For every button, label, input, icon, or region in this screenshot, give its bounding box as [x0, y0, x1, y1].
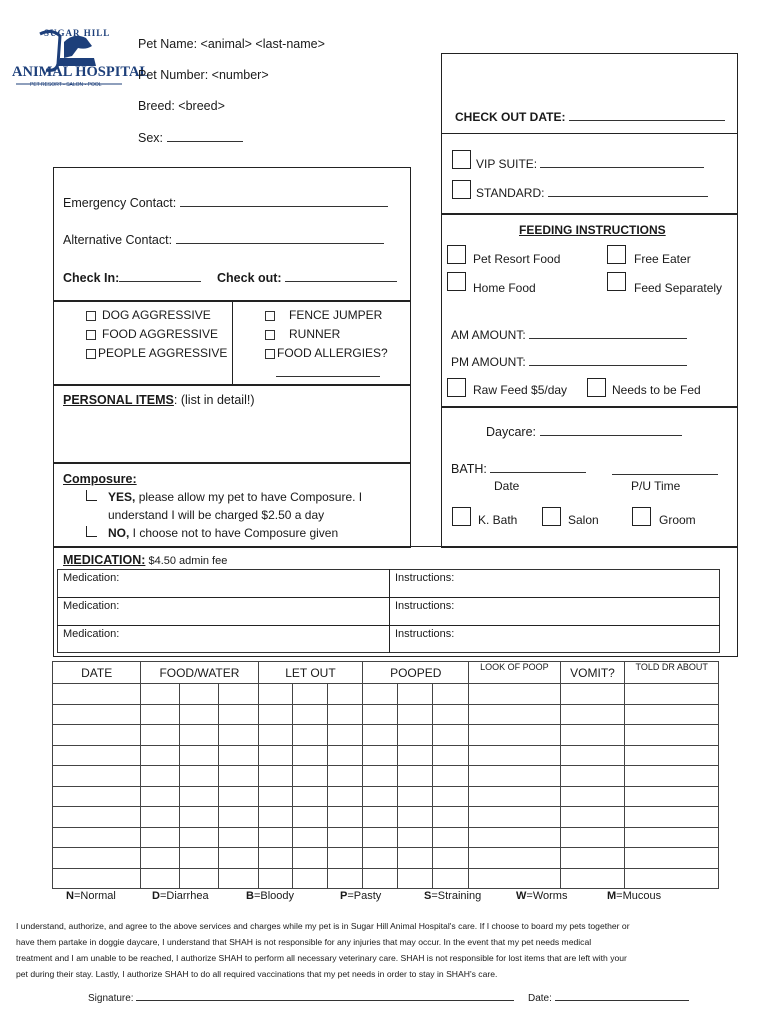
care-log-cell[interactable]	[398, 807, 433, 828]
care-log-cell[interactable]	[293, 786, 328, 807]
composure-yes-text2: understand I will be charged $2.50 a day	[108, 508, 325, 522]
legend-text: =Bloody	[253, 890, 295, 902]
care-log-cell[interactable]	[141, 868, 180, 889]
care-log-cell[interactable]	[258, 684, 293, 705]
care-log-cell[interactable]	[53, 684, 141, 705]
care-log-cell[interactable]	[625, 807, 719, 828]
care-log-cell[interactable]	[363, 827, 398, 848]
care-log-cell[interactable]	[53, 848, 141, 869]
care-log-cell[interactable]	[625, 786, 719, 807]
care-log-cell[interactable]	[219, 684, 258, 705]
logo-tagline: PET RESORT • SALON • POOL	[30, 82, 102, 88]
feed-separately-label: Feed Separately	[634, 281, 723, 295]
care-log-cell[interactable]	[328, 725, 363, 746]
personal-items-hint: : (list in detail!)	[173, 393, 255, 407]
care-log-cell[interactable]	[560, 827, 625, 848]
header-let-out: LET OUT	[258, 662, 363, 684]
care-log-cell[interactable]	[560, 725, 625, 746]
care-log-cell[interactable]	[293, 704, 328, 725]
signature-date-input[interactable]	[555, 991, 689, 1001]
care-log-cell[interactable]	[469, 827, 560, 848]
signature-label	[88, 991, 514, 1004]
behavior-checkbox[interactable]	[86, 330, 96, 340]
care-log-cell[interactable]	[141, 827, 180, 848]
care-log-cell[interactable]	[433, 868, 469, 889]
legend-key: N	[66, 890, 74, 902]
care-log-cell[interactable]	[363, 745, 398, 766]
care-log-cell[interactable]	[625, 827, 719, 848]
behavior-runner[interactable]	[265, 327, 340, 341]
care-log-cell[interactable]	[293, 827, 328, 848]
daycare-text: Daycare:	[486, 425, 537, 439]
vip-suite-input[interactable]	[540, 156, 704, 168]
logo-brand-main: ANIMAL HOSPITAL	[12, 64, 150, 80]
care-log-cell[interactable]	[363, 725, 398, 746]
care-log-cell[interactable]	[53, 807, 141, 828]
composure-yes-checkbox[interactable]	[86, 490, 97, 501]
care-log-cell[interactable]	[180, 807, 219, 828]
legend-key: B	[246, 890, 254, 902]
emergency-contact-text: Emergency Contact:	[63, 196, 177, 210]
care-log-cell[interactable]	[293, 684, 328, 705]
composure-yes	[108, 490, 362, 504]
pet-number-field: Pet Number: <number>	[138, 68, 269, 82]
sex-input-line[interactable]	[167, 130, 243, 142]
care-log-cell[interactable]	[219, 766, 258, 787]
medication-title: MEDICATION:	[63, 553, 146, 567]
care-log-cell[interactable]	[219, 745, 258, 766]
standard-checkbox[interactable]	[452, 180, 471, 199]
checkout-label-text: CHECK OUT DATE:	[455, 110, 566, 124]
behavior-text: FOOD ALLERGIES?	[277, 346, 388, 360]
care-log-cell[interactable]	[53, 827, 141, 848]
care-log-cell[interactable]	[328, 745, 363, 766]
care-log-cell[interactable]	[560, 848, 625, 869]
care-log-cell[interactable]	[219, 704, 258, 725]
checkout-date-input[interactable]	[569, 109, 725, 121]
care-log-row	[53, 725, 719, 746]
behavior-checkbox[interactable]	[265, 311, 275, 321]
care-log-row	[53, 848, 719, 869]
bath-pu-time-caption: P/U Time	[631, 479, 681, 493]
care-log-cell[interactable]	[469, 704, 560, 725]
care-log-cell[interactable]	[328, 848, 363, 869]
care-log-cell[interactable]	[180, 848, 219, 869]
care-log-cell[interactable]	[328, 684, 363, 705]
care-log-cell[interactable]	[53, 766, 141, 787]
care-log-cell[interactable]	[258, 725, 293, 746]
care-log-cell[interactable]	[363, 868, 398, 889]
pet-resort-food-label: Pet Resort Food	[473, 252, 561, 266]
care-log-cell[interactable]	[433, 745, 469, 766]
medication-fee: $4.50 admin fee	[145, 555, 228, 567]
composure-no	[108, 526, 338, 540]
care-log-cell[interactable]	[625, 766, 719, 787]
care-log-cell[interactable]	[141, 786, 180, 807]
legend-text: =Normal	[73, 890, 116, 902]
care-log-cell[interactable]	[560, 704, 625, 725]
care-log-cell[interactable]	[363, 807, 398, 828]
care-log-cell[interactable]	[433, 684, 469, 705]
bath-date-caption: Date	[494, 479, 520, 493]
care-log-cell[interactable]	[398, 868, 433, 889]
instructions-label: Instructions:	[395, 628, 455, 640]
care-log-cell[interactable]	[180, 786, 219, 807]
daycare-label	[486, 424, 682, 439]
care-log-cell[interactable]	[53, 745, 141, 766]
care-log-cell[interactable]	[258, 807, 293, 828]
care-log-table	[52, 661, 719, 889]
feed-separately-checkbox[interactable]	[607, 272, 626, 291]
care-log-cell[interactable]	[141, 807, 180, 828]
care-log-cell[interactable]	[363, 786, 398, 807]
breed-field: Breed: <breed>	[138, 99, 225, 113]
care-log-cell[interactable]	[53, 868, 141, 889]
care-log-cell[interactable]	[560, 766, 625, 787]
free-eater-checkbox[interactable]	[607, 245, 626, 264]
care-log-cell[interactable]	[625, 725, 719, 746]
check-out-input[interactable]	[285, 270, 397, 282]
home-food-label: Home Food	[473, 281, 536, 295]
checkout-label	[455, 109, 725, 124]
care-log-cell[interactable]	[398, 745, 433, 766]
care-log-row	[53, 745, 719, 766]
care-log-cell[interactable]	[469, 807, 560, 828]
medication-label: Medication:	[63, 600, 120, 612]
suite-box	[441, 133, 738, 215]
care-log-body	[53, 684, 719, 889]
sex-label	[138, 130, 243, 145]
legend-text: =Worms	[526, 890, 568, 902]
care-log-cell[interactable]	[141, 766, 180, 787]
care-log-row	[53, 786, 719, 807]
care-log-cell[interactable]	[53, 704, 141, 725]
behaviors-divider	[232, 300, 233, 386]
logo-brand-top: SUGAR HILL	[44, 28, 111, 38]
sex-label-text: Sex:	[138, 131, 164, 145]
care-log-cell[interactable]	[469, 745, 560, 766]
emergency-contact-input[interactable]	[180, 195, 388, 207]
check-in-input[interactable]	[119, 270, 201, 282]
care-log-cell[interactable]	[328, 868, 363, 889]
care-log-cell[interactable]	[141, 745, 180, 766]
logo	[12, 28, 150, 90]
care-log-cell[interactable]	[398, 786, 433, 807]
care-log-cell[interactable]	[328, 807, 363, 828]
behavior-checkbox[interactable]	[86, 349, 96, 359]
care-log-cell[interactable]	[625, 704, 719, 725]
vip-suite-label	[476, 156, 704, 171]
disclaimer-line: I understand, authorize, and agree to the above services and charges while my pet is in Sugar Hill Animal Hospital's care. If I choose to board my pets together or	[16, 921, 630, 931]
feeding-title: FEEDING INSTRUCTIONS	[519, 223, 666, 237]
care-log-cell[interactable]	[219, 786, 258, 807]
composure-no-checkbox[interactable]	[86, 526, 97, 537]
instructions-label: Instructions:	[395, 572, 455, 584]
care-log-cell[interactable]	[293, 725, 328, 746]
care-log-cell[interactable]	[180, 766, 219, 787]
care-log-cell[interactable]	[560, 868, 625, 889]
care-log-cell[interactable]	[141, 704, 180, 725]
bath-date-input[interactable]	[490, 461, 586, 473]
care-log-cell[interactable]	[53, 725, 141, 746]
bath-label	[451, 461, 586, 476]
legend-diarrhea	[152, 890, 209, 902]
composure-no-bold: NO,	[108, 526, 130, 540]
signature-input[interactable]	[136, 991, 514, 1001]
raw-feed-label: Raw Feed $5/day	[473, 383, 568, 397]
signature-date-text: Date:	[528, 993, 552, 1004]
care-log-cell[interactable]	[141, 684, 180, 705]
care-log-cell[interactable]	[433, 807, 469, 828]
care-log-cell[interactable]	[433, 848, 469, 869]
standard-input[interactable]	[548, 185, 708, 197]
care-log-cell[interactable]	[258, 745, 293, 766]
pm-amount-text: PM AMOUNT:	[451, 355, 526, 369]
personal-items-title: PERSONAL ITEMS	[63, 393, 174, 407]
care-log-row	[53, 704, 719, 725]
signature-date-label	[528, 991, 689, 1004]
pm-amount-input[interactable]	[529, 354, 687, 366]
behavior-people-aggressive[interactable]	[86, 346, 227, 360]
behavior-dog-aggressive[interactable]	[86, 308, 211, 322]
behavior-checkbox[interactable]	[265, 349, 275, 359]
check-out-label	[217, 270, 397, 285]
care-log-cell[interactable]	[398, 827, 433, 848]
care-log-cell[interactable]	[180, 725, 219, 746]
legend-bloody	[246, 890, 294, 902]
standard-label	[476, 185, 708, 200]
care-log-cell[interactable]	[560, 786, 625, 807]
behavior-text: RUNNER	[289, 327, 341, 341]
care-log-header-row	[53, 662, 719, 684]
header-vomit: VOMIT?	[560, 662, 625, 684]
care-log-cell[interactable]	[398, 725, 433, 746]
behavior-text: FENCE JUMPER	[289, 308, 383, 322]
disclaimer	[16, 918, 764, 982]
header-told-dr: TOLD DR ABOUT	[625, 662, 719, 684]
legend-worms	[516, 890, 567, 902]
pet-name-field: Pet Name: <animal> <last-name>	[138, 37, 325, 51]
care-log-cell[interactable]	[363, 766, 398, 787]
care-log-cell[interactable]	[469, 684, 560, 705]
care-log-cell[interactable]	[433, 786, 469, 807]
care-log-cell[interactable]	[469, 848, 560, 869]
check-in-text: Check In:	[63, 271, 120, 285]
care-log-cell[interactable]	[433, 725, 469, 746]
pet-resort-food-checkbox[interactable]	[447, 245, 466, 264]
care-log-cell[interactable]	[258, 786, 293, 807]
composure-yes-text: please allow my pet to have Composure. I	[135, 490, 363, 504]
standard-text: STANDARD:	[476, 186, 545, 200]
k-bath-checkbox[interactable]	[452, 507, 471, 526]
behavior-text: FOOD AGGRESSIVE	[102, 327, 219, 341]
alternative-contact-label	[63, 232, 384, 247]
care-log-cell[interactable]	[141, 848, 180, 869]
behavior-checkbox[interactable]	[265, 330, 275, 340]
care-log-cell[interactable]	[363, 704, 398, 725]
legend-text: =Straining	[431, 890, 482, 902]
care-log-row	[53, 827, 719, 848]
header-pooped: POOPED	[363, 662, 469, 684]
legend-text: =Mucous	[616, 890, 662, 902]
vip-suite-checkbox[interactable]	[452, 150, 471, 169]
care-log-row	[53, 684, 719, 705]
behavior-checkbox[interactable]	[86, 311, 96, 321]
groom-label: Groom	[659, 513, 696, 527]
needs-fed-checkbox[interactable]	[587, 378, 606, 397]
care-log-cell[interactable]	[433, 766, 469, 787]
legend-text: =Pasty	[347, 890, 382, 902]
care-log-cell[interactable]	[258, 868, 293, 889]
groom-checkbox[interactable]	[632, 507, 651, 526]
behavior-food-aggressive[interactable]	[86, 327, 218, 341]
care-log-cell[interactable]	[625, 868, 719, 889]
care-log-cell[interactable]	[141, 725, 180, 746]
care-log-cell[interactable]	[398, 766, 433, 787]
care-log-cell[interactable]	[293, 807, 328, 828]
care-log-cell[interactable]	[469, 868, 560, 889]
care-log-cell[interactable]	[219, 725, 258, 746]
check-out-text: Check out:	[217, 271, 282, 285]
care-log-cell[interactable]	[398, 684, 433, 705]
behavior-fence-jumper[interactable]	[265, 308, 382, 322]
instructions-label: Instructions:	[395, 600, 455, 612]
am-amount-label	[451, 327, 687, 342]
care-log-cell[interactable]	[560, 745, 625, 766]
free-eater-label: Free Eater	[634, 252, 691, 266]
legend-mucous	[607, 890, 661, 902]
medication-label: Medication:	[63, 572, 120, 584]
legend-key: P	[340, 890, 348, 902]
alternative-contact-text: Alternative Contact:	[63, 233, 173, 247]
personal-items-label	[63, 393, 255, 407]
medication-col-divider	[389, 569, 390, 653]
header-look-of-poop: LOOK OF POOP	[469, 662, 560, 684]
care-log-cell[interactable]	[180, 745, 219, 766]
care-log-cell[interactable]	[219, 848, 258, 869]
legend-key: W	[516, 890, 527, 902]
care-log-cell[interactable]	[180, 868, 219, 889]
care-log-cell[interactable]	[293, 766, 328, 787]
care-log-cell[interactable]	[180, 827, 219, 848]
header-date: DATE	[53, 662, 141, 684]
care-log-cell[interactable]	[363, 684, 398, 705]
care-log-cell[interactable]	[469, 725, 560, 746]
care-log-cell[interactable]	[258, 766, 293, 787]
legend-key: S	[424, 890, 432, 902]
daycare-input[interactable]	[540, 424, 682, 436]
care-log-cell[interactable]	[293, 745, 328, 766]
legend-pasty	[340, 890, 381, 902]
salon-checkbox[interactable]	[542, 507, 561, 526]
care-log-cell[interactable]	[293, 848, 328, 869]
care-log-cell[interactable]	[258, 704, 293, 725]
care-log-row	[53, 807, 719, 828]
care-log-row	[53, 766, 719, 787]
medication-label: Medication:	[63, 628, 120, 640]
bath-text: BATH:	[451, 462, 487, 476]
behavior-text: PEOPLE AGGRESSIVE	[98, 346, 228, 360]
food-allergies-input[interactable]	[276, 376, 380, 377]
care-log-cell[interactable]	[180, 684, 219, 705]
composure-yes-bold: YES,	[108, 490, 136, 504]
needs-fed-label: Needs to be Fed	[612, 383, 701, 397]
am-amount-input[interactable]	[529, 327, 687, 339]
care-log-cell[interactable]	[328, 827, 363, 848]
care-log-cell[interactable]	[625, 684, 719, 705]
legend-key: D	[152, 890, 160, 902]
care-log-cell[interactable]	[398, 704, 433, 725]
pm-amount-label	[451, 354, 687, 369]
care-log-cell[interactable]	[398, 848, 433, 869]
signature-text: Signature:	[88, 993, 134, 1004]
care-log-cell[interactable]	[560, 807, 625, 828]
care-log-cell[interactable]	[219, 807, 258, 828]
care-log-cell[interactable]	[258, 827, 293, 848]
care-log-cell[interactable]	[328, 766, 363, 787]
vip-suite-text: VIP SUITE:	[476, 157, 538, 171]
k-bath-label: K. Bath	[478, 513, 518, 527]
legend-text: =Diarrhea	[159, 890, 209, 902]
legend-straining	[424, 890, 481, 902]
home-food-checkbox[interactable]	[447, 272, 466, 291]
behavior-text: DOG AGGRESSIVE	[102, 308, 211, 322]
care-log-cell[interactable]	[293, 868, 328, 889]
composure-no-text: I choose not to have Composure given	[129, 526, 339, 540]
care-log-cell[interactable]	[560, 684, 625, 705]
care-log-cell[interactable]	[625, 848, 719, 869]
care-log-cell[interactable]	[433, 704, 469, 725]
care-log-cell[interactable]	[328, 704, 363, 725]
care-log-cell[interactable]	[433, 827, 469, 848]
disclaimer-line: treatment and I am unable to be reached, I authorize SHAH to perform all necessary veterinary care. SHAH is not responsible for lost items that are left with your	[16, 953, 627, 963]
care-log-cell[interactable]	[53, 786, 141, 807]
care-log-cell[interactable]	[625, 745, 719, 766]
bath-pu-time-input[interactable]	[612, 474, 718, 475]
am-amount-text: AM AMOUNT:	[451, 328, 526, 342]
check-in-label	[63, 270, 201, 285]
care-log-row	[53, 868, 719, 889]
legend-normal	[66, 890, 116, 902]
care-log-cell[interactable]	[219, 827, 258, 848]
emergency-contact-label	[63, 195, 388, 210]
care-log-cell[interactable]	[469, 766, 560, 787]
behavior-food-allergies[interactable]	[265, 346, 388, 360]
legend-key: M	[607, 890, 617, 902]
care-log-cell[interactable]	[258, 848, 293, 869]
care-log-cell[interactable]	[328, 786, 363, 807]
header-food-water: FOOD/WATER	[141, 662, 258, 684]
disclaimer-line: have them partake in doggie daycare, I understand that SHAH is not responsible for any injuries that may occur. In the event that my pet needs medical	[16, 937, 592, 947]
composure-title: Composure:	[63, 472, 137, 486]
care-log-cell[interactable]	[180, 704, 219, 725]
care-log-cell[interactable]	[219, 868, 258, 889]
disclaimer-line: pet during their stay. Lastly, I authorize SHAH to do all required vaccinations that my pet needs in order to stay in SHAH's care.	[16, 969, 498, 979]
medication-header	[63, 553, 227, 567]
salon-label: Salon	[568, 513, 599, 527]
care-log-cell[interactable]	[363, 848, 398, 869]
raw-feed-checkbox[interactable]	[447, 378, 466, 397]
care-log-cell[interactable]	[469, 786, 560, 807]
alternative-contact-input[interactable]	[176, 232, 384, 244]
